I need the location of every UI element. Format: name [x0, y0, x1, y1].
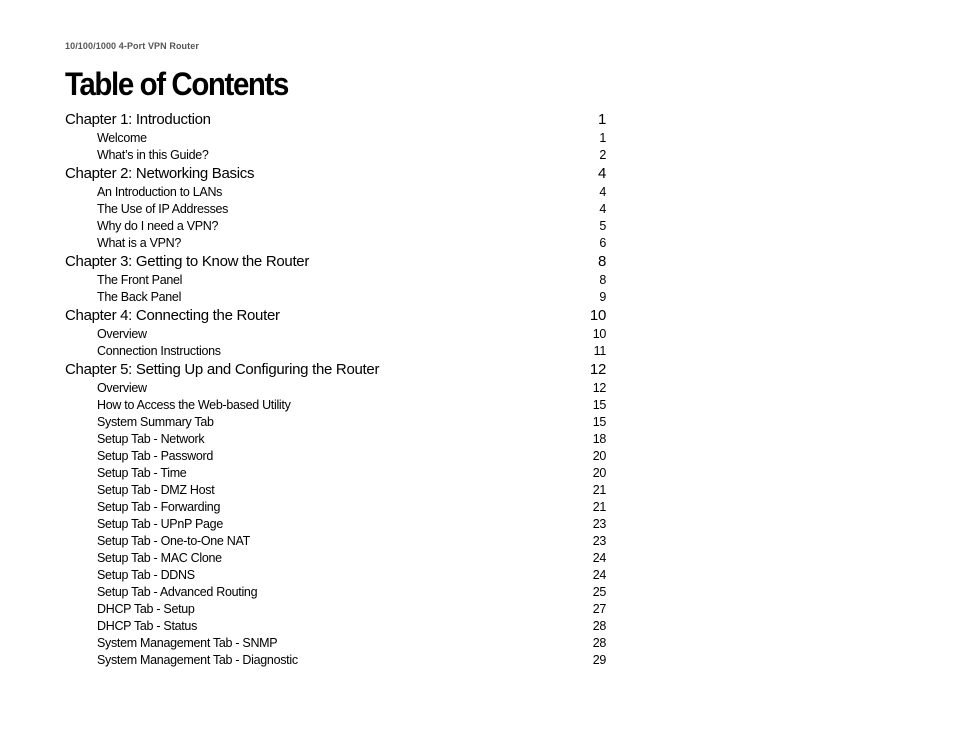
toc-section-entry[interactable]	[65, 482, 606, 499]
toc-entry-label: What’s in this Guide?	[97, 148, 209, 162]
toc-chapter-entry[interactable]	[65, 110, 606, 130]
toc-section-entry[interactable]	[65, 448, 606, 465]
toc-section-entry[interactable]	[65, 184, 606, 201]
toc-entry-page-number: 4	[599, 202, 606, 216]
toc-entry-label: The Front Panel	[97, 273, 183, 287]
toc-entry-page-number: 23	[592, 534, 606, 548]
toc-entry-page-number: 6	[599, 236, 606, 250]
toc-entry-page-number: 23	[592, 517, 606, 531]
toc-entry-page-number: 4	[597, 165, 606, 182]
toc-entry-page-number: 15	[592, 415, 606, 429]
toc-entry-label: An Introduction to LANs	[97, 185, 223, 199]
toc-entry-page-number: 1	[597, 111, 606, 128]
toc-entry-page-number: 15	[592, 398, 606, 412]
toc-entry-page-number: 12	[589, 361, 606, 378]
toc-section-entry[interactable]	[65, 235, 606, 252]
toc-section-entry[interactable]	[65, 652, 606, 669]
toc-entry-page-number: 20	[592, 466, 606, 480]
toc-chapter-entry[interactable]	[65, 252, 606, 272]
toc-section-entry[interactable]	[65, 218, 606, 235]
toc-section-entry[interactable]	[65, 147, 606, 164]
toc-entry-label: Chapter 1: Introduction	[65, 111, 211, 128]
toc-section-entry[interactable]	[65, 635, 606, 652]
toc-entry-label: Overview	[97, 327, 147, 341]
toc-entry-label: Chapter 5: Setting Up and Configuring the Router	[65, 361, 380, 378]
toc-entry-label: Why do I need a VPN?	[97, 219, 219, 233]
toc-entry-page-number: 21	[592, 483, 606, 497]
toc-entry-label: Setup Tab - Advanced Routing	[97, 585, 258, 599]
toc-entry-label: Setup Tab - UPnP Page	[97, 517, 223, 531]
toc-entry-page-number: 20	[592, 449, 606, 463]
toc-section-entry[interactable]	[65, 499, 606, 516]
toc-section-entry[interactable]	[65, 618, 606, 635]
toc-entry-page-number: 4	[599, 185, 606, 199]
toc-entry-page-number: 27	[592, 602, 606, 616]
toc-section-entry[interactable]	[65, 289, 606, 306]
toc-entry-page-number: 5	[599, 219, 606, 233]
toc-section-entry[interactable]	[65, 601, 606, 618]
toc-entry-page-number: 8	[597, 253, 606, 270]
toc-entry-label: Setup Tab - Password	[97, 449, 214, 463]
toc-entry-page-number: 24	[592, 568, 606, 582]
toc-entry-page-number: 8	[599, 273, 606, 287]
toc-entry-page-number: 28	[592, 636, 606, 650]
toc-entry-page-number: 24	[592, 551, 606, 565]
toc-entry-label: Setup Tab - DDNS	[97, 568, 195, 582]
toc-entry-label: DHCP Tab - Status	[97, 619, 198, 633]
toc-section-entry[interactable]	[65, 533, 606, 550]
toc-entry-label: The Back Panel	[97, 290, 182, 304]
toc-entry-label: Chapter 2: Networking Basics	[65, 165, 255, 182]
toc-section-entry[interactable]	[65, 516, 606, 533]
running-header: 10/100/1000 4-Port VPN Router	[65, 41, 199, 51]
toc-section-entry[interactable]	[65, 584, 606, 601]
toc-section-entry[interactable]	[65, 414, 606, 431]
toc-entry-label: Setup Tab - Network	[97, 432, 205, 446]
toc-entry-label: What is a VPN?	[97, 236, 182, 250]
toc-chapter-entry[interactable]	[65, 164, 606, 184]
toc-entry-page-number: 10	[589, 307, 606, 324]
toc-chapter-entry[interactable]	[65, 360, 606, 380]
toc-entry-page-number: 11	[593, 344, 606, 358]
toc-entry-label: How to Access the Web-based Utility	[97, 398, 291, 412]
toc-entry-page-number: 9	[599, 290, 606, 304]
toc-entry-page-number: 25	[592, 585, 606, 599]
toc-entry-label: Welcome	[97, 131, 147, 145]
toc-section-entry[interactable]	[65, 343, 606, 360]
toc-section-entry[interactable]	[65, 550, 606, 567]
toc-entry-label: Chapter 4: Connecting the Router	[65, 307, 280, 324]
toc-entry-label: System Management Tab - Diagnostic	[97, 653, 298, 667]
toc-entry-page-number: 2	[599, 148, 606, 162]
toc-entry-label: The Use of IP Addresses	[97, 202, 229, 216]
toc-entry-label: Setup Tab - One-to-One NAT	[97, 534, 250, 548]
toc-entry-page-number: 28	[592, 619, 606, 633]
toc-section-entry[interactable]	[65, 272, 606, 289]
toc-entry-page-number: 29	[592, 653, 606, 667]
table-of-contents	[65, 110, 606, 669]
toc-entry-label: Chapter 3: Getting to Know the Router	[65, 253, 310, 270]
toc-section-entry[interactable]	[65, 380, 606, 397]
toc-section-entry[interactable]	[65, 201, 606, 218]
toc-entry-page-number: 10	[592, 327, 606, 341]
toc-entry-label: Setup Tab - DMZ Host	[97, 483, 215, 497]
toc-section-entry[interactable]	[65, 465, 606, 482]
toc-section-entry[interactable]	[65, 326, 606, 343]
toc-section-entry[interactable]	[65, 397, 606, 414]
toc-entry-label: Overview	[97, 381, 147, 395]
toc-entry-page-number: 18	[592, 432, 606, 446]
toc-entry-label: Setup Tab - Time	[97, 466, 187, 480]
toc-entry-page-number: 12	[592, 381, 606, 395]
toc-entry-label: Setup Tab - Forwarding	[97, 500, 221, 514]
toc-entry-label: DHCP Tab - Setup	[97, 602, 195, 616]
page-title: Table of Contents	[65, 66, 288, 102]
toc-entry-page-number: 21	[592, 500, 606, 514]
toc-entry-page-number: 1	[599, 131, 606, 145]
toc-section-entry[interactable]	[65, 431, 606, 448]
toc-section-entry[interactable]	[65, 567, 606, 584]
toc-entry-label: Connection Instructions	[97, 344, 221, 358]
toc-section-entry[interactable]	[65, 130, 606, 147]
toc-chapter-entry[interactable]	[65, 306, 606, 326]
toc-entry-label: System Summary Tab	[97, 415, 214, 429]
toc-entry-label: Setup Tab - MAC Clone	[97, 551, 222, 565]
toc-entry-label: System Management Tab - SNMP	[97, 636, 278, 650]
